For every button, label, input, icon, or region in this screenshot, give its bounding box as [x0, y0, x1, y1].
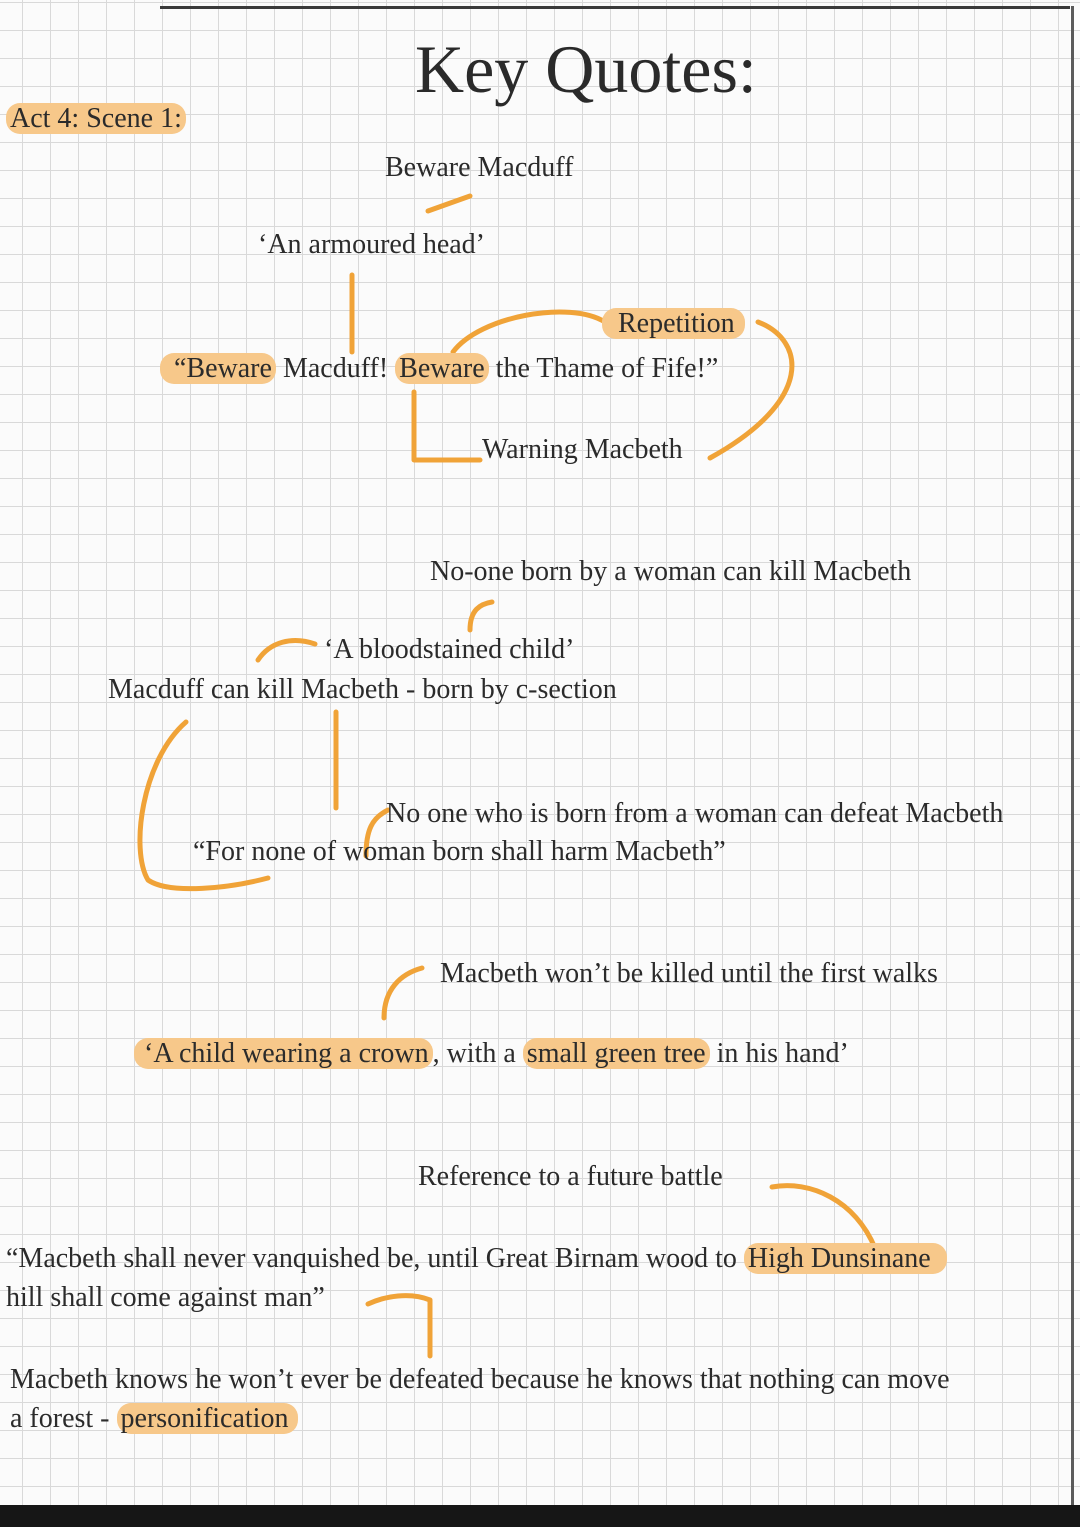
page-edge-top — [160, 6, 1070, 9]
image-green-tree: small green tree — [523, 1038, 710, 1069]
quote-beware-1: “Beware — [160, 353, 276, 384]
apparition1-image: ‘An armoured head’ — [258, 229, 486, 260]
apparition3-analysis-line2 — [10, 1403, 298, 1435]
quote-macduff: Macduff! — [275, 353, 396, 384]
quote-beware-2: Beware — [395, 353, 489, 384]
apparition1-note: Warning Macbeth — [482, 434, 683, 465]
apparition2-paraphrase: No one who is born from a woman can defeat Macbeth — [386, 798, 1004, 829]
technique-label: Repetition — [602, 308, 745, 339]
image-in-hand: in his hand’ — [709, 1038, 849, 1069]
apparition2-note: Macduff can kill Macbeth - born by c-section — [108, 674, 617, 705]
apparition2-meaning: No-one born by a woman can kill Macbeth — [430, 556, 912, 587]
apparition3-quote-line2: hill shall come against man” — [6, 1282, 325, 1313]
image-with-a: , with a — [432, 1038, 523, 1069]
page-edge-right — [1071, 6, 1074, 1516]
apparition1-technique — [602, 308, 745, 340]
apparition3-meaning: Macbeth won’t be killed until the first walks — [440, 958, 938, 989]
apparition3-quote-line1 — [6, 1243, 947, 1275]
quote-thame: the Thame of Fife!” — [488, 353, 719, 384]
apparition1-quote — [160, 353, 718, 385]
analysis-forest: a forest - — [10, 1403, 117, 1434]
arrow-child-to-note — [258, 641, 315, 660]
image-child-crown: ‘A child wearing a crown — [134, 1038, 433, 1069]
apparition2-image: ‘A bloodstained child’ — [324, 634, 575, 665]
arrow-note-to-dunsinane — [772, 1186, 875, 1248]
analysis-personification: personification — [117, 1403, 299, 1434]
arrow-armoured-head-to-meaning — [428, 196, 470, 211]
apparition1-meaning: Beware Macduff — [385, 152, 574, 183]
section-heading — [6, 103, 186, 135]
apparition2-quote: “For none of woman born shall harm Macbeth” — [193, 836, 726, 867]
apparition3-note: Reference to a future battle — [418, 1161, 723, 1192]
page-title: Key Quotes: — [415, 31, 757, 107]
arrow-repetition-left — [453, 312, 605, 352]
apparition3-image — [134, 1038, 849, 1070]
arrow-child-to-meaning — [470, 602, 492, 630]
arrow-quote-to-analysis — [368, 1296, 430, 1356]
arrow-crown-to-meaning — [384, 968, 422, 1018]
arrow-repetition-right — [710, 322, 792, 458]
bracket-beware-to-warning — [414, 392, 480, 460]
apparition3-analysis-line1: Macbeth knows he won’t ever be defeated because he knows that nothing can move — [10, 1364, 950, 1395]
quote-birnam: “Macbeth shall never vanquished be, until Great Birnam wood to — [6, 1243, 744, 1274]
quote-dunsinane: High Dunsinane — [744, 1243, 947, 1274]
section-heading-label: Act 4: Scene 1: — [6, 103, 186, 134]
page-edge-bottom — [0, 1505, 1080, 1527]
